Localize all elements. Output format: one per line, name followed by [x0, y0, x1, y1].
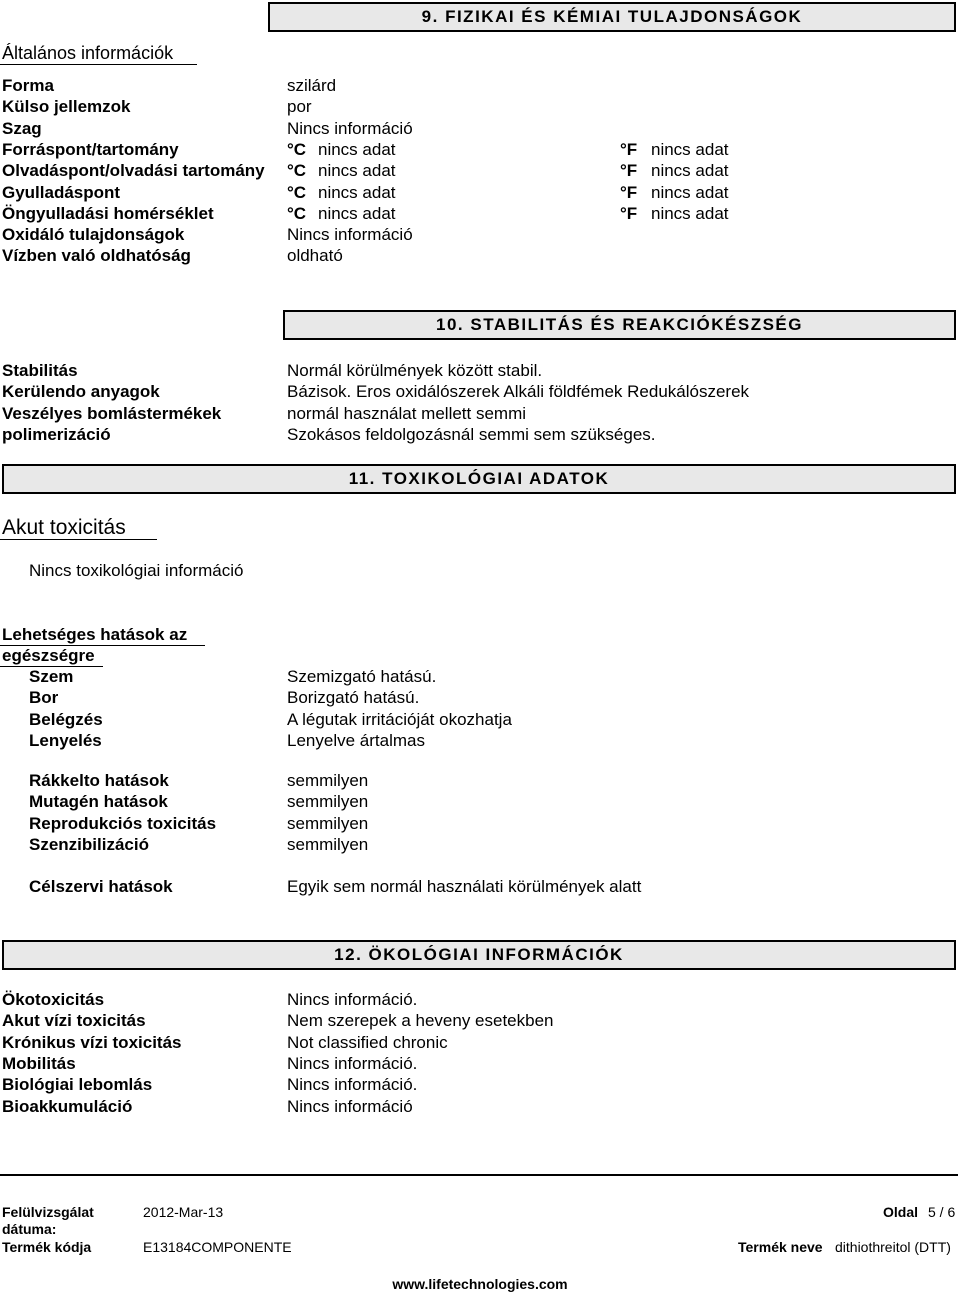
ecology-value: Not classified chronic: [287, 1033, 448, 1052]
stability-value: Bázisok. Eros oxidálószerek Alkáli földfémek Redukálószerek: [287, 382, 750, 401]
stability-value: Szokásos feldolgozásnál semmi sem szükséges.: [287, 425, 656, 444]
effect-label: Szem: [29, 667, 74, 686]
property-value: Nincs információ: [287, 119, 413, 138]
property-label: Gyulladáspont: [2, 183, 121, 202]
page-label: Oldal: [883, 1204, 919, 1220]
fahrenheit-unit: °F: [620, 204, 638, 223]
celsius-unit: °C: [287, 161, 307, 180]
ecology-value: Nincs információ.: [287, 1054, 418, 1073]
fahrenheit-value: nincs adat: [651, 140, 729, 159]
acute-toxicity-underline: [0, 539, 157, 540]
fahrenheit-value: nincs adat: [651, 161, 729, 180]
property-value: por: [287, 97, 312, 116]
ecology-label: Krónikus vízi toxicitás: [2, 1033, 182, 1052]
website-link[interactable]: www.lifetechnologies.com: [392, 1276, 568, 1292]
fahrenheit-unit: °F: [620, 140, 638, 159]
section-10-header: [283, 310, 956, 340]
effect-label: Mutagén hatások: [29, 792, 168, 811]
property-label: Szag: [2, 119, 42, 138]
property-label: Forráspont/tartomány: [2, 140, 179, 159]
effect-value: Borizgató hatású.: [287, 688, 420, 707]
property-label: Vízben való oldhatóság: [2, 246, 191, 265]
revision-date-label-line-2: dátuma:: [2, 1221, 57, 1237]
stability-label: polimerizáció: [2, 425, 111, 444]
stability-value: normál használat mellett semmi: [287, 404, 527, 423]
stability-label: Kerülendo anyagok: [2, 382, 160, 401]
effect-label: Rákkelto hatások: [29, 771, 169, 790]
effect-value: Lenyelve ártalmas: [287, 731, 425, 750]
celsius-unit: °C: [287, 204, 307, 223]
ecology-label: Biológiai lebomlás: [2, 1075, 153, 1094]
section-11-title: 11. TOXIKOLÓGIAI ADATOK: [348, 469, 610, 488]
section-12-title: 12. ÖKOLÓGIAI INFORMÁCIÓK: [334, 945, 624, 964]
ecology-label: Ökotoxicitás: [2, 990, 105, 1009]
page-number: 5 / 6: [928, 1204, 956, 1220]
acute-toxicity-heading: Akut toxicitás: [2, 516, 126, 539]
stability-value: Normál körülmények között stabil.: [287, 361, 543, 380]
property-label: Oxidáló tulajdonságok: [2, 225, 185, 244]
revision-date-label-line-1: Felülvizsgálat: [2, 1204, 94, 1220]
revision-date-value: 2012-Mar-13: [143, 1204, 224, 1220]
effect-label: Reprodukciós toxicitás: [29, 814, 217, 833]
property-value: Nincs információ: [287, 225, 413, 244]
celsius-unit: °C: [287, 140, 307, 159]
footer-divider: [0, 1174, 958, 1176]
effect-label: Szenzibilizáció: [29, 835, 149, 854]
product-name-label: Termék neve: [738, 1239, 823, 1255]
acute-toxicity-text: Nincs toxikológiai információ: [29, 561, 244, 580]
effect-label: Belégzés: [29, 710, 103, 729]
effect-value: Szemizgató hatású.: [287, 667, 437, 686]
celsius-value: nincs adat: [318, 183, 396, 202]
effects-heading-line-1: Lehetséges hatások az: [2, 625, 188, 644]
product-code-label: Termék kódja: [2, 1239, 92, 1255]
property-value: szilárd: [287, 76, 337, 95]
fahrenheit-value: nincs adat: [651, 204, 729, 223]
ecology-label: Akut vízi toxicitás: [2, 1011, 146, 1030]
section-12-header: [2, 940, 956, 970]
section-9-header: [268, 2, 956, 32]
fahrenheit-unit: °F: [620, 183, 638, 202]
target-organ-value: Egyik sem normál használati körülmények alatt: [287, 877, 642, 896]
target-organ-label: Célszervi hatások: [29, 877, 173, 896]
ecology-value: Nem szerepek a heveny esetekben: [287, 1011, 554, 1030]
stability-label: Veszélyes bomlástermékek: [2, 404, 222, 423]
ecology-value: Nincs információ.: [287, 990, 418, 1009]
property-label: Külso jellemzok: [2, 97, 131, 116]
celsius-value: nincs adat: [318, 161, 396, 180]
property-value: oldható: [287, 246, 343, 265]
ecology-label: Bioakkumuláció: [2, 1097, 133, 1116]
ecology-value: Nincs információ.: [287, 1075, 418, 1094]
product-name-value: dithiothreitol (DTT): [835, 1239, 951, 1255]
stability-label: Stabilitás: [2, 361, 78, 380]
celsius-unit: °C: [287, 183, 307, 202]
effect-value: A légutak irritációját okozhatja: [287, 710, 512, 729]
ecology-value: Nincs információ: [287, 1097, 413, 1116]
section-11-header: [2, 464, 956, 494]
effect-value: semmilyen: [287, 835, 369, 854]
effect-value: semmilyen: [287, 814, 369, 833]
celsius-value: nincs adat: [318, 204, 396, 223]
property-label: Öngyulladási homérséklet: [2, 204, 214, 223]
product-code-value: E13184COMPONENTE: [143, 1239, 292, 1255]
property-label: Olvadáspont/olvadási tartomány: [2, 161, 265, 180]
celsius-value: nincs adat: [318, 140, 396, 159]
general-info-underline: [0, 64, 197, 65]
effect-value: semmilyen: [287, 792, 369, 811]
section-9-title: 9. FIZIKAI ÉS KÉMIAI TULAJDONSÁGOK: [421, 7, 803, 26]
fahrenheit-value: nincs adat: [651, 183, 729, 202]
effect-label: Bor: [29, 688, 59, 707]
ecology-label: Mobilitás: [2, 1054, 76, 1073]
property-label: Forma: [2, 76, 54, 95]
fahrenheit-unit: °F: [620, 161, 638, 180]
section-10-title: 10. STABILITÁS ÉS REAKCIÓKÉSZSÉG: [436, 315, 803, 334]
effect-value: semmilyen: [287, 771, 369, 790]
effects-heading-line-2: egészségre: [2, 646, 95, 665]
general-info-heading: Általános információk: [2, 43, 174, 63]
effect-label: Lenyelés: [29, 731, 102, 750]
